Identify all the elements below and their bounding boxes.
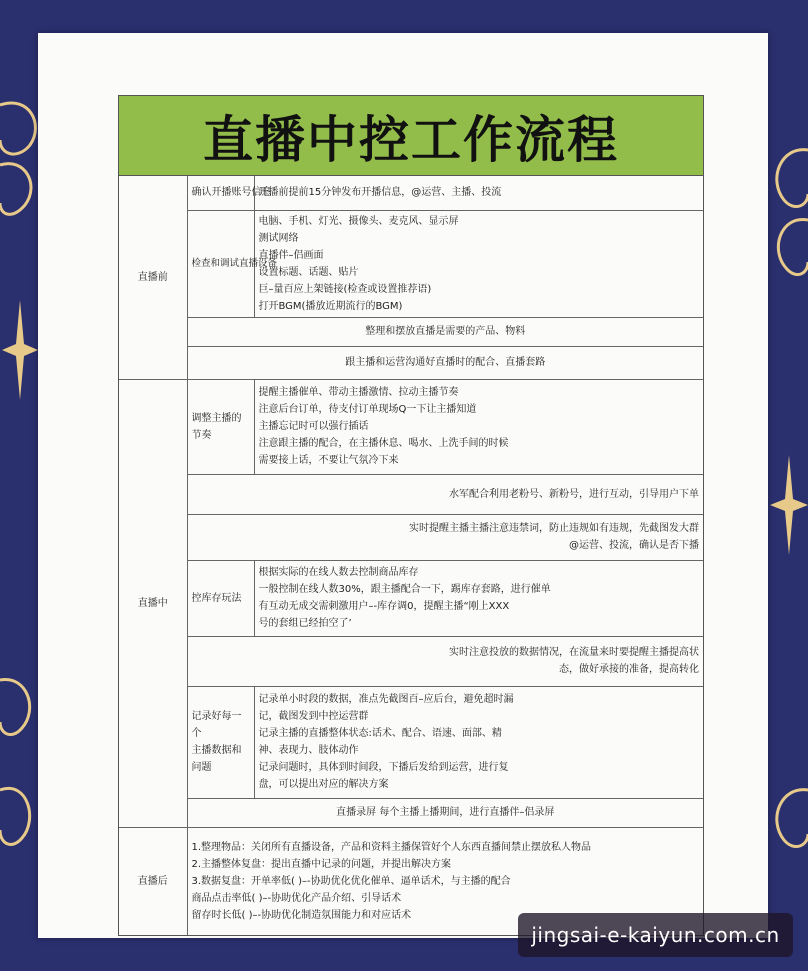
list-item: 需要接上话，不要让气氛冷下来 xyxy=(258,455,399,466)
list-item: 号的套组已经拍空了’ xyxy=(258,618,352,629)
table-row xyxy=(119,474,703,514)
list-item: 有互动无成交需刺激用户–-库存调0，提醒主播“刚上XXX xyxy=(258,601,510,612)
list-item: 根据实际的在线人数去控制商品库存 xyxy=(258,567,419,578)
row-text-communicate: 跟主播和运营沟通好直播时的配合、直播套路 xyxy=(187,346,703,379)
phase-during: 直播中 xyxy=(119,379,187,827)
list-item: 一般控制在线人数30%，跟主播配合一下，踢库存套路，进行催单 xyxy=(258,584,551,595)
list-item: 电脑、手机、灯光、摄像头、麦克风、显示屏 xyxy=(258,215,459,227)
table-row xyxy=(119,514,703,560)
table-row xyxy=(119,346,703,379)
list-item: 打开BGM(播放近期流行的BGM) xyxy=(258,300,403,312)
cloud-ornament-bottom-left-icon xyxy=(0,670,40,860)
phase-after: 直播后 xyxy=(119,827,187,935)
list-item: 记录单小时段的数据，准点先截图百–应后台，避免超时漏 xyxy=(258,694,514,705)
list-item: 提醒主播催单、带动主播激情、拉动主播节奏 xyxy=(258,387,459,398)
row-text-check-devices xyxy=(254,210,703,317)
row-text-confirm-account: 开播前提前15分钟发布开播信息，@运营、主播、投流 xyxy=(254,176,703,210)
list-item: 2.主播整体复盘：提出直播中记录的问题，并提出解决方案 xyxy=(191,858,452,870)
list-item: 巨–量百应上架链接(检查或设置推荐语) xyxy=(258,283,432,295)
table-row xyxy=(119,798,703,827)
list-item: 记录主播的直播整体状态:话术、配合、语速、面部、精 xyxy=(258,728,502,739)
row-label-record-data xyxy=(187,686,254,798)
list-item: 商品点击率低( )–-协助优化产品介绍、引导话术 xyxy=(191,892,402,904)
list-item: 态，做好承接的准备，提高转化 xyxy=(559,664,699,675)
watermark: jingsai-e-kaiyun.com.cn xyxy=(518,913,793,957)
list-item: 主播数据和 xyxy=(191,745,242,756)
list-item: 记，截图发到中控运营群 xyxy=(258,711,369,722)
row-text-traffic xyxy=(187,636,703,686)
workflow-table xyxy=(118,95,704,936)
phase-before: 直播前 xyxy=(119,176,187,379)
list-item: 注意后台订单，待支付订单现场Q一下让主播知道 xyxy=(258,404,477,415)
table-row xyxy=(119,686,703,798)
list-item: 设置标题、话题、贴片 xyxy=(258,266,359,278)
sparkle-right-icon xyxy=(770,455,808,555)
row-text-arrange-products: 整理和摆放直播是需要的产品、物料 xyxy=(187,317,703,346)
list-item: 注意跟主播的配合，在主播休息、喝水、上洗手间的时候 xyxy=(258,438,509,449)
list-item: 1.整理物品：关闭所有直播设备，产品和资料主播保管好个人东西直播间禁止摆放私人物品 xyxy=(191,841,592,853)
list-item: 实时提醒主播主播注意违禁词，防止违规如有违规，先截图发大群 xyxy=(409,523,699,534)
table-row xyxy=(119,379,703,474)
row-label-inventory: 控库存玩法 xyxy=(187,560,254,636)
row-label-check-devices: 检查和调试直播设备 xyxy=(187,210,254,317)
list-item: 直播伴–侣画面 xyxy=(258,249,324,261)
table-row xyxy=(119,636,703,686)
table-row xyxy=(119,176,703,210)
row-label-confirm-account: 确认开播账号信息 xyxy=(187,176,254,210)
table-row xyxy=(119,560,703,636)
list-item: 盘，可以提出对应的解决方案 xyxy=(258,779,389,790)
cloud-ornament-bottom-right-icon xyxy=(766,780,808,890)
row-label-adjust-rhythm: 调整主播的节奏 xyxy=(187,379,254,474)
list-item: 神、表现力、肢体动作 xyxy=(258,745,359,756)
sparkle-left-icon xyxy=(2,300,38,400)
list-item: 留存时长低( )–-协助优化制造氛围能力和对应话术 xyxy=(191,909,412,921)
row-text-inventory xyxy=(254,560,703,636)
list-item: 问题 xyxy=(191,762,212,773)
list-item: 主播忘记时可以强行插话 xyxy=(258,421,369,432)
list-item: 记录好每一 xyxy=(191,711,242,722)
row-text-screen-record: 直播录屏 每个主播上播期间，进行直播伴–侣录屏 xyxy=(187,798,703,827)
row-text-record-data xyxy=(254,686,703,798)
page-title: 直播中控工作流程 xyxy=(119,96,703,176)
workflow-grid xyxy=(119,176,703,935)
list-item: 实时注意投放的数据情况，在流量来时要提醒主播提高状 xyxy=(449,647,699,658)
list-item: 个 xyxy=(191,728,202,739)
list-item: @运营、投流，确认是否下播 xyxy=(569,540,699,551)
list-item: 3.数据复盘：开单率低( )–-协助优化优化催单、逼单话术，与主播的配合 xyxy=(191,875,511,887)
table-row xyxy=(119,317,703,346)
table-row xyxy=(119,210,703,317)
row-text-banned-words xyxy=(187,514,703,560)
cloud-ornament-top-right-icon xyxy=(766,140,808,290)
row-text-interaction: 水军配合利用老粉号、新粉号，进行互动，引导用户下单 xyxy=(187,474,703,514)
list-item: 记录问题时，具体到时间段，下播后发给到运营，进行复 xyxy=(258,762,509,773)
row-text-adjust-rhythm xyxy=(254,379,703,474)
list-item: 测试网络 xyxy=(258,232,299,244)
